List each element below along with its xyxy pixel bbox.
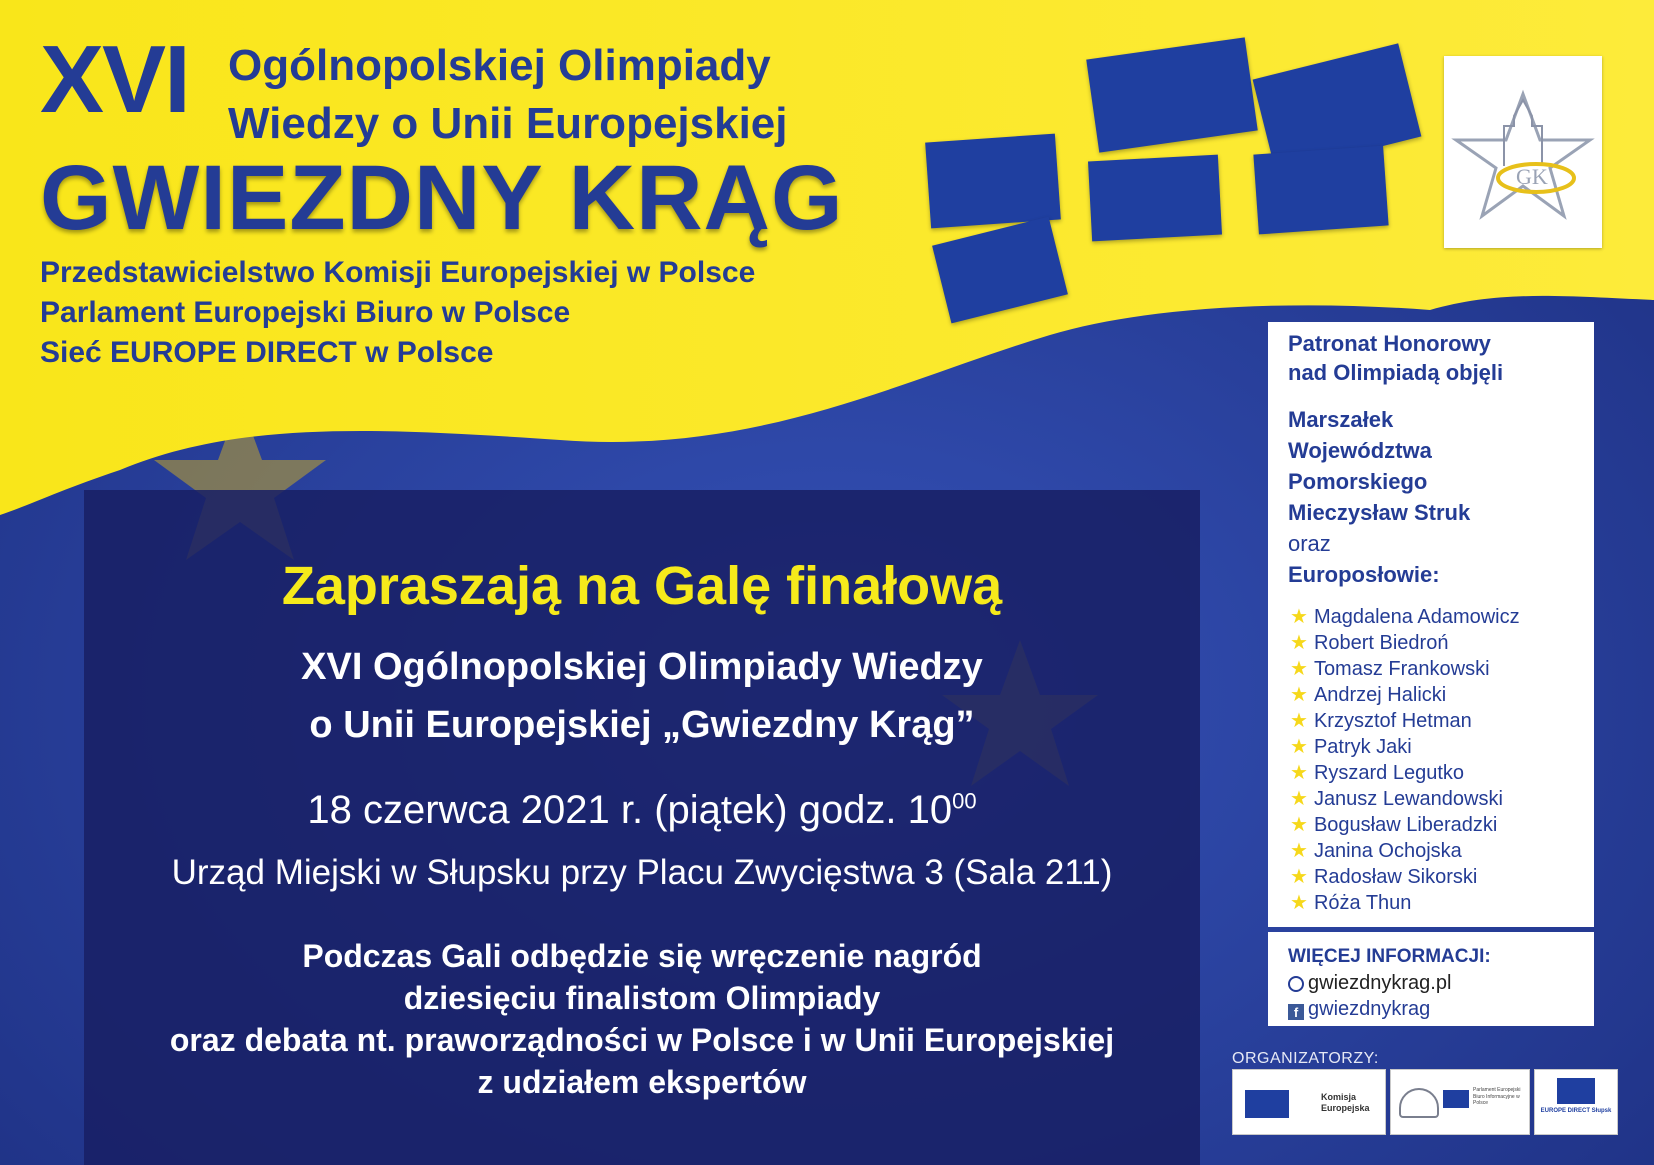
organizer-line-1: Przedstawicielstwo Komisji Europejskiej w Polsce xyxy=(40,256,756,289)
description-line-3: oraz debata nt. praworządności w Polsce i w Unii Europejskiej xyxy=(169,1022,1115,1058)
event-name-line-1: XVI Ogólnopolskiej Olimpiady Wiedzy xyxy=(301,646,983,688)
parliament-building-icon xyxy=(1399,1088,1439,1118)
globe-icon xyxy=(1288,976,1304,992)
roman-numeral: XVI xyxy=(40,26,189,133)
star-icon: ★ xyxy=(1290,632,1308,654)
list-item: ★ Robert Biedroń xyxy=(1290,632,1449,654)
list-item: ★ Janina Ochojska xyxy=(1290,840,1462,862)
list-item: ★ Magdalena Adamowicz xyxy=(1290,606,1520,628)
header-line-1: Ogólnopolskiej Olimpiady xyxy=(228,41,771,90)
star-icon: ★ xyxy=(1290,606,1308,628)
star-icon: ★ xyxy=(1290,840,1308,862)
star-icon: ★ xyxy=(1290,762,1308,784)
svg-text:GK: GK xyxy=(1516,164,1548,189)
conjunction-text: oraz xyxy=(1288,531,1331,556)
organizer-line-2: Parlament Europejski Biuro w Polsce xyxy=(40,296,571,329)
facebook-icon: f xyxy=(1288,1004,1304,1020)
invitation-title: Zapraszają na Galę finałową xyxy=(281,556,1003,616)
marshal-line-1: Marszałek xyxy=(1288,407,1394,432)
olympiad-title: GWIEZDNY KRĄG xyxy=(40,147,844,249)
star-icon: ★ xyxy=(1290,866,1308,888)
european-parliament-logo: Parlament Europejski Biuro Informacyjne w Polsce xyxy=(1390,1069,1530,1135)
more-info-label: WIĘCEJ INFORMACJI: xyxy=(1288,946,1491,967)
star-icon: ★ xyxy=(1290,684,1308,706)
facebook-link[interactable]: f gwiezdnykrag xyxy=(1288,998,1430,1021)
organizers-label: ORGANIZATORZY: xyxy=(1232,1050,1379,1067)
marshal-line-2: Województwa xyxy=(1288,438,1432,463)
meps-label: Europosłowie: xyxy=(1288,562,1440,587)
website-link[interactable]: gwiezdnykrag.pl xyxy=(1288,972,1451,995)
list-item: ★ Bogusław Liberadzki xyxy=(1290,814,1498,836)
star-icon: ★ xyxy=(1290,814,1308,836)
description-line-1: Podczas Gali odbędzie się wręczenie nagród xyxy=(302,938,982,974)
eu-flag-icon xyxy=(1443,1090,1469,1108)
patronage-heading-1: Patronat Honorowy xyxy=(1288,331,1491,356)
star-icon: ★ xyxy=(1290,658,1308,680)
list-item: ★ Tomasz Frankowski xyxy=(1290,658,1490,680)
list-item: ★ Patryk Jaki xyxy=(1290,736,1412,758)
event-date: 18 czerwca 2021 r. (piątek) godz. $10^{00}$ xyxy=(307,788,977,832)
european-commission-logo: Komisja Europejska xyxy=(1232,1069,1386,1135)
patronage-heading-2: nad Olimpiadą objęli xyxy=(1288,360,1504,385)
description-line-4: z udziałem ekspertów xyxy=(477,1064,807,1100)
star-city-logo-icon xyxy=(1444,56,1602,248)
list-item: ★ Radosław Sikorski xyxy=(1290,866,1478,888)
description-line-2: dziesięciu finalistom Olimpiady xyxy=(403,980,881,1016)
marshal-name: Mieczysław Struk xyxy=(1288,500,1471,525)
star-icon: ★ xyxy=(1290,892,1308,914)
event-name-line-2: o Unii Europejskiej „Gwiezdny Krąg” xyxy=(309,704,975,746)
list-item: ★ Róża Thun xyxy=(1290,892,1412,914)
star-icon: ★ xyxy=(1290,788,1308,810)
eu-flag-icon xyxy=(925,134,1061,229)
eu-flag-icon xyxy=(1245,1090,1289,1118)
list-item: ★ Janusz Lewandowski xyxy=(1290,788,1503,810)
list-item: ★ Krzysztof Hetman xyxy=(1290,710,1472,732)
eu-flag-icon xyxy=(1557,1078,1595,1104)
star-icon: ★ xyxy=(1290,710,1308,732)
list-item: ★ Andrzej Halicki xyxy=(1290,684,1447,706)
list-item: ★ Ryszard Legutko xyxy=(1290,762,1465,784)
eu-flag-icon xyxy=(1253,146,1388,235)
marshal-line-3: Pomorskiego xyxy=(1288,469,1428,494)
europe-direct-logo: EUROPE DIRECT Słupsk xyxy=(1534,1069,1618,1135)
gk-logo xyxy=(1444,56,1602,248)
header-line-2: Wiedzy o Unii Europejskiej xyxy=(228,99,788,148)
organizer-line-3: Sieć EUROPE DIRECT w Polsce xyxy=(40,336,494,369)
event-location: Urząd Miejski w Słupsku przy Placu Zwycięstwa 3 (Sala 211) xyxy=(171,853,1113,892)
star-icon: ★ xyxy=(1290,736,1308,758)
eu-flag-icon xyxy=(1088,155,1222,242)
